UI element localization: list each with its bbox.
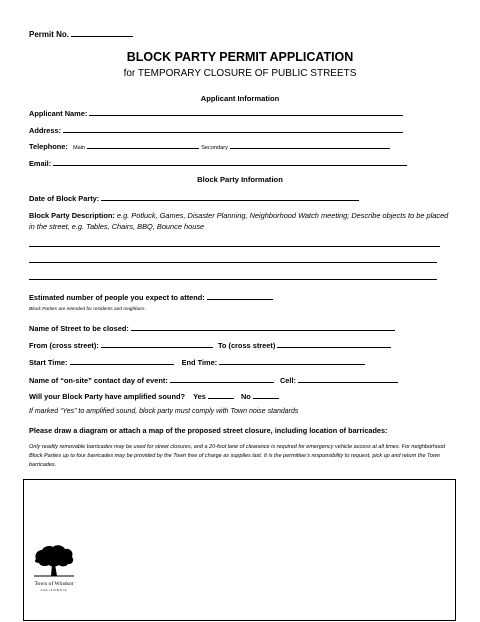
street-label: Name of Street to be closed:: [29, 324, 129, 333]
cell-field[interactable]: [298, 374, 398, 383]
address-label: Address:: [29, 126, 62, 135]
sound-no-field[interactable]: [253, 390, 279, 399]
sound-row: [29, 390, 279, 401]
sound-note: If marked “Yes” to amplified sound, block party must comply with Town noise standards: [29, 408, 299, 415]
description-line-3[interactable]: [29, 279, 437, 280]
barricade-note: Only readily removable barricades may be used for street closures, and a 20-foot lane of clearance is required for emergency vehicle access at all times. For neighborhood Block Parties up to four barricades may be provided by the Town free of charge as supplies last. It is the permittee’s responsibility to request, pick up and return the Town barricades.: [29, 444, 446, 468]
people-note: Block Parties are intended for residents and neighbors.: [29, 307, 146, 312]
address-row: [29, 124, 403, 135]
applicant-name-row: [29, 107, 403, 118]
applicant-section-title: Applicant Information: [200, 94, 280, 103]
applicant-name-label: Applicant Name:: [29, 109, 88, 118]
people-row: [29, 291, 273, 302]
start-time-field[interactable]: [70, 356, 174, 365]
contact-label: Name of “on-site” contact day of event:: [29, 376, 168, 385]
secondary-phone-field[interactable]: [230, 140, 390, 149]
telephone-label: Telephone:: [29, 142, 68, 151]
town-logo: [26, 543, 82, 605]
party-description-row: [29, 210, 449, 232]
email-row: [29, 157, 407, 168]
people-label: Estimated number of people you expect to attend:: [29, 293, 205, 302]
logo-name: Town of Windsor: [34, 581, 74, 587]
cell-label: Cell:: [279, 376, 296, 385]
cross-street-row: [29, 339, 391, 350]
sound-yes-field[interactable]: [208, 390, 234, 399]
street-field[interactable]: [131, 322, 395, 331]
main-phone-label: Main: [72, 145, 86, 151]
diagram-instruction: Please draw a diagram or attach a map of the proposed street closure, including location of barricades:: [29, 426, 388, 435]
party-date-row: [29, 192, 359, 203]
party-date-field[interactable]: [101, 192, 359, 201]
party-date-label: Date of Block Party:: [29, 194, 100, 203]
permit-number-label: Permit No.: [29, 30, 70, 39]
address-field[interactable]: [63, 124, 403, 133]
contact-row: [29, 374, 398, 385]
party-description-hint: e.g. Potluck, Games, Disaster Planning, Neighborhood Watch meeting; Describe objects to be placed in the street, e.g. Tables, Chairs, BBQ, Bounce house: [29, 211, 449, 231]
to-field[interactable]: [277, 339, 391, 348]
sound-yes-label: Yes: [193, 392, 206, 401]
logo-state: CALIFORNIA: [40, 588, 68, 592]
people-field[interactable]: [207, 291, 273, 300]
permit-number-row: [29, 28, 133, 39]
start-time-label: Start Time:: [29, 358, 68, 367]
diagram-area[interactable]: [23, 479, 456, 621]
telephone-row: [29, 140, 390, 151]
party-description-label: Block Party Description:: [29, 211, 115, 220]
end-time-label: End Time:: [181, 358, 218, 367]
email-label: Email:: [29, 159, 52, 168]
sound-label: Will your Block Party have amplified sound?: [29, 392, 185, 401]
secondary-phone-label: Secondary: [201, 145, 228, 151]
page-subtitle: for TEMPORARY CLOSURE OF PUBLIC STREETS: [123, 68, 357, 79]
party-section-title: Block Party Information: [197, 175, 283, 184]
oak-tree-icon: [32, 543, 76, 577]
description-line-1[interactable]: [29, 246, 440, 247]
email-field[interactable]: [53, 157, 407, 166]
page-title: BLOCK PARTY PERMIT APPLICATION: [126, 50, 354, 64]
permit-number-field[interactable]: [71, 28, 133, 37]
sound-no-label: No: [240, 392, 251, 401]
from-label: From (cross street):: [29, 341, 99, 350]
contact-name-field[interactable]: [170, 374, 274, 383]
description-line-2[interactable]: [29, 262, 437, 263]
applicant-name-field[interactable]: [89, 107, 403, 116]
end-time-field[interactable]: [219, 356, 365, 365]
time-row: [29, 356, 365, 367]
main-phone-field[interactable]: [87, 140, 199, 149]
street-row: [29, 322, 395, 333]
to-label: To (cross street): [217, 341, 276, 350]
from-field[interactable]: [101, 339, 213, 348]
